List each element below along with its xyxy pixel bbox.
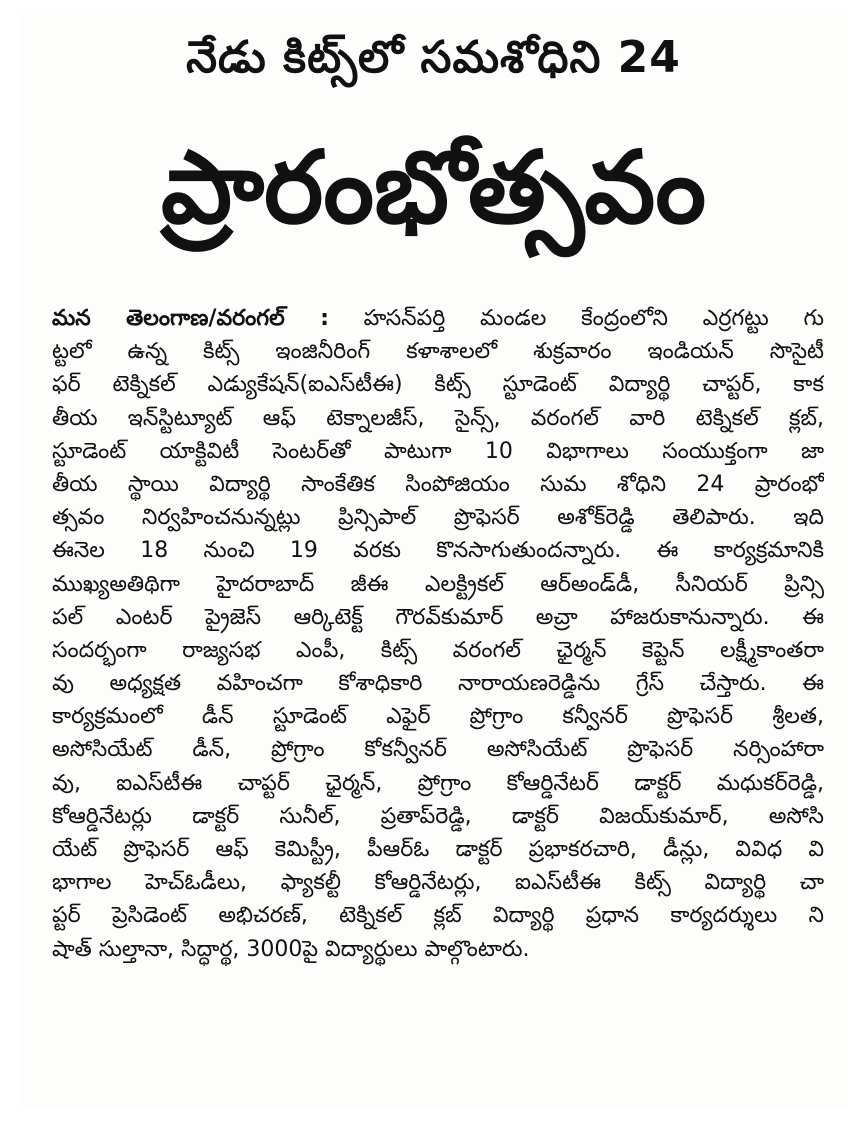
article-line [52, 302, 824, 335]
article-line: ఫర్ టెక్నికల్ ఎడ్యుకేషన్(ఐఎస్‌టీఈ) కిట్స్ స్టూడెంట్ విద్యార్థి చాప్టర్, కాక [52, 372, 824, 398]
article-body [52, 302, 824, 966]
article-line: షాత్ సుల్తానా, సిద్ధార్థ, 3000పై విద్యార్థులు పాల్గొంటారు. [52, 936, 530, 962]
article-line: ట్టలో ఉన్న కిట్స్ ఇంజినీరింగ్ కళాశాలలో శుక్రవారం ఇండియన్ సొసైటీ [52, 339, 824, 365]
article-line: ఈనెల 18 నుంచి 19 వరకు కొనసాగుతుందన్నారు. ఈ కార్యక్రమానికి [52, 538, 824, 564]
article-line: ముఖ్యఅతిథిగా హైదరాబాద్ జీఈ ఎలక్ట్రికల్ ఆర్‌అండ్‌డీ, సీనియర్ ప్రిన్సి [52, 571, 824, 597]
article-line: త్సవం నిర్వహించనున్నట్లు ప్రిన్సిపాల్ ప్రొఫెసర్ అశోక్‌రెడ్డి తెలిపారు. ఇది [52, 505, 824, 531]
article-line: అసోసియేట్ డీన్, ప్రోగ్రాం కోకన్వీనర్ అసోసియేట్ ప్రొఫెసర్ నర్సింహారా [52, 737, 824, 763]
article-line: తీయ ఇన్‌స్టిట్యూట్ ఆఫ్ టెక్నాలజీస్, సైన్స్, వరంగల్ వారి టెక్నికల్ క్లబ్, [52, 405, 824, 431]
article-line: భాగాల హెచ్‌ఓడీలు, ఫ్యాకల్టీ కోఆర్డినేటర్లు, ఐఎస్‌టీఈ కిట్స్ విద్యార్థి చా [52, 870, 824, 896]
article-dateline: మన తెలంగాణ/వరంగల్ : [52, 306, 329, 331]
article-headline: ప్రారంభోత్సవం [160, 129, 707, 246]
article-line-text: హసన్‌పర్తి మండల కేంద్రంలోని ఎర్రగట్టు గు [328, 306, 824, 331]
article-line: కోఆర్డినేటర్లు డాక్టర్ సునీల్, ప్రతాప్‌రెడ్డి, డాక్టర్ విజయ్‌కుమార్, అసోసి [52, 803, 824, 829]
article-line: యేట్ ప్రొఫెసర్ ఆఫ్ కెమిస్ట్రీ, పీఆర్‌ఓ డాక్టర్ ప్రభాకరచారి, డీన్లు, వివిధ వి [52, 837, 824, 862]
article-kicker: నేడు కిట్స్‌లో సమశోధిని 24 [186, 32, 681, 83]
article-line: వు అధ్యక్షత వహించగా కోశాధికారి నారాయణరెడ్డిను గ్రేస్ చేస్తారు. ఈ [52, 671, 824, 697]
article-line: పల్ ఎంటర్ ప్రైజెస్ ఆర్కిటెక్ట్ గౌరవ్‌కుమార్ అచ్రా హాజరుకానున్నారు. ఈ [52, 604, 824, 630]
article-line: సందర్భంగా రాజ్యసభ ఎంపీ, కిట్స్ వరంగల్ ఛైర్మన్ కెప్టెన్ లక్ష్మీకాంతరా [52, 637, 824, 663]
article-line: వు, ఐఎస్‌టీఈ చాప్టర్ ఛైర్మన్, ప్రోగ్రాం కోఆర్డినేటర్ డాక్టర్ మధుకర్‌రెడ్డి, [52, 770, 824, 796]
article-line: ప్టర్ ప్రెసిడెంట్ అభిచరణ్, టెక్నికల్ క్లబ్ విద్యార్థి ప్రధాన కార్యదర్శులు ని [52, 903, 824, 929]
article-line: కార్యక్రమంలో డీన్ స్టూడెంట్ ఎఫైర్ ప్రోగ్రాం కన్వీనర్ ప్రొఫెసర్ శ్రీలత, [52, 704, 824, 730]
article-line: తీయ స్థాయి విద్యార్థి సాంకేతిక సింపోజియం సుమ శోధిని 24 ప్రారంభో [52, 471, 824, 497]
article-line: స్టూడెంట్ యాక్టివిటీ సెంటర్‌తో పాటుగా 10 విభాగాలు సంయుక్తంగా జా [52, 438, 824, 464]
